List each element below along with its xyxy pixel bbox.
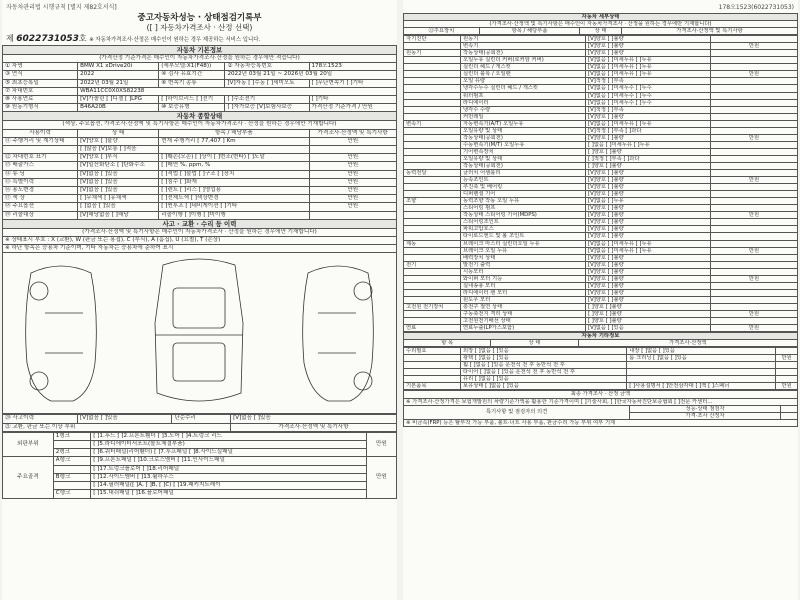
table-row: 연료 연료누출(LP가스포함) [V]없음 [ ]있음 만원 bbox=[404, 325, 798, 332]
detail-status-table bbox=[403, 13, 798, 35]
table-row: 오일유량 및 상태 [V]적정 [ ]부족 [ ]과다 bbox=[404, 127, 798, 134]
table-row: 디퍼렌셜 기어 [V]양호 [ ]불량 bbox=[404, 191, 798, 198]
table-row: 워터펌프 [V]없음 [ ]미세누수 [ ]누수 bbox=[404, 92, 798, 99]
table-row: ⑪ 주행거리 및 계기상태 [V]양호 [ ]불량 현재 주행거리 [ 77,407 ] Km 만원 bbox=[3, 137, 397, 145]
table-row: 추진축 및 베어링 [V]양호 [ ]불량 bbox=[404, 184, 798, 191]
final-table bbox=[403, 390, 798, 426]
table-row: 자기진단 원동기 [V]양호 [ ]불량 bbox=[404, 36, 798, 43]
table-row: 외판부위 1랭크 [ ]1.후드 [ ]2.프론트휀더 [ ]3.도어 [ ]4.트렁크 리드 만원 bbox=[3, 432, 397, 440]
table-row: 유리 [ ]없음 [ ]있음 bbox=[404, 376, 798, 383]
table-row: ⑧ 사용연료 [V]가솔린 [ ]디젤 [ ]LPG [ ]하이브리드 [ ]전기 [ ]수소전기 [ ]기타 bbox=[3, 96, 397, 104]
table-row: 라디에이터 팬 모터 [V]양호 [ ]불량 bbox=[404, 289, 798, 296]
table-row: 광택 [ ]없음 [ ]있음 룸 크리닝 [ ]없음 [ ]있음 만원 bbox=[404, 355, 798, 362]
table-row: ⑳ 사고이력 [V]없음 [ ]있음 단순수리 [V]없음 [ ]있음 bbox=[3, 415, 397, 423]
other-col-header: 항 목 상 태 가격조사·산정액 bbox=[404, 340, 798, 347]
table-row: 변속기 [V]양호 [ ]불량 만원 bbox=[404, 43, 798, 50]
table-row: C랭크 [ ]15.대쉬패널 [ ]16.플로어패널 bbox=[3, 490, 397, 498]
table-row: 시동모터 [V]양호 [ ]불량 bbox=[404, 268, 798, 275]
table-row: 스티어링조인트 [V]양호 [ ]불량 bbox=[404, 219, 798, 226]
detail-rows bbox=[403, 35, 798, 332]
frame-label: 주요골격 bbox=[3, 457, 54, 498]
table-row: 등속조인트 [V]양호 [ ]불량 만원 bbox=[404, 177, 798, 184]
table-row: 배력장치 상태 [V]양호 [ ]불량 bbox=[404, 254, 798, 261]
table-row: ⑱ 주요옵션 [ ]없음 [ ]있음 [ ]썬루프 [ ]네비게이션 [ ]기타 만원 bbox=[3, 203, 397, 211]
table-row: ① 차명 BMW X1 xDrive20i (세부모델:X1(F48)) ② 자동차등록번호 178오1523 bbox=[3, 63, 397, 71]
table-row: 수동변속기(M/T) 오일누유 [ ]없음 [ ]미세누유 [ ]누유 bbox=[404, 141, 798, 148]
table-row: ⑭ 튜 닝 [V]없음 [ ]있음 [ ]적법 [ ]불법 [ ]구조 [ ]장치 만원 bbox=[3, 170, 397, 178]
table-row: ⑬ 배출가스 [V]일산화탄소 [ ]탄화수소 [ ]매연 %, ppm, % 만원 bbox=[3, 162, 397, 170]
detail-note: (가격조사·산정액 및 특기사항은 매수인이 자동차가격조사 · 산정을 원하는 경우에만 기재합니다) bbox=[404, 21, 798, 28]
basic-info-table bbox=[2, 45, 397, 253]
table-row: ⑮ 특별이력 [V]없음 [ ]있음 [ ]침수 [ ]화재 만원 bbox=[3, 178, 397, 186]
car-outline-svg bbox=[3, 253, 396, 413]
right-page bbox=[403, 0, 798, 600]
car-diagram bbox=[2, 253, 397, 414]
table-row: 작동상태 스티어링 기어(MDPS) [V]양호 [ ]불량 만원 bbox=[404, 212, 798, 219]
record-note: ※ 자동차가격조사·산정은 매수인이 원하는 경우 제공하는 서비스 입니다. bbox=[89, 37, 261, 43]
status-col-header: 사용이력 상 태 항목 / 해당부품 가격조사·산정액 및 특기사항 bbox=[3, 129, 397, 137]
car-top-view bbox=[155, 259, 243, 401]
table-row: [ ]14.필러패널([ ]A, [ ]B, [ ]C) [ ]19.패키지트레이 bbox=[3, 482, 397, 490]
accident-table bbox=[2, 414, 397, 431]
outer-panel-table bbox=[2, 432, 397, 499]
other-header: 자동차 기타정보 bbox=[404, 333, 798, 340]
table-row: 기본품목 보유상태 [ ]없음 [ ]있음 [ ]사용설명서 [ ]안전삼각대 [ ]잭 [ ]스패너 만원 bbox=[404, 383, 798, 390]
table-row: [ ]많음 [V]보통 [ ]적음 bbox=[3, 146, 397, 154]
table-row: 제동 브레이크 마스터 실린더오일 누유 [V]없음 [ ]미세누유 [ ]누유 bbox=[404, 240, 798, 247]
table-row: 타이어 [ ]없음 [ ]있음 운전석 전 후 동반석 전 후 bbox=[404, 369, 798, 376]
table-row: 브레이크 오일 누유 [V]없음 [ ]미세누유 [ ]누유 만원 bbox=[404, 247, 798, 254]
table-row: 냉각수 수량 [V]적정 [ ]부족 bbox=[404, 106, 798, 113]
status-note: (색상, 주요옵션, 가격조사·산정액 및 특기사항은 매수인이 자동차가격조사 · 산정을 원하는 경우에만 기재합니다) bbox=[3, 121, 397, 129]
right-page-reference: 178오1523(6022731053) bbox=[718, 4, 794, 11]
table-row: 실린더 블록 / 오일팬 [V]없음 [ ]미세누유 [ ]누유 만원 bbox=[404, 71, 798, 78]
left-page bbox=[2, 0, 397, 600]
basic-info-header: 자동차 기본정보 bbox=[3, 46, 397, 55]
status-header: 자동차 종합상태 bbox=[3, 112, 397, 121]
table-row: ㉑ 교환, 판금 또는 이상 부위 가격조사·산정액 및 특기사항 bbox=[3, 423, 397, 431]
table-row: 조향 동력조향 작동 오일 누유 [V]없음 [ ]누유 bbox=[404, 198, 798, 205]
table-row: [ ]5.라디에이터서포트(볼트체결부품) bbox=[3, 441, 397, 449]
table-row: ⑰ 색 상 [ ]무채색 [ ]유채색 [ ]전체도색 [ ]색상변경 만원 bbox=[3, 195, 397, 203]
table-row: 고전원 전기장치 충전구 절연 상태 [ ]양호 [ ]불량 bbox=[404, 303, 798, 310]
car-right-side bbox=[303, 266, 374, 401]
table-row: 2랭크 [ ]6.쿼터패널(리어휀더) [ ]7.루프패널 [ ]8.사이드실패널 bbox=[3, 449, 397, 457]
table-row: [ ]17.트렁크플로어 [ ]18.리어패널 bbox=[3, 465, 397, 473]
form-subtitle: ([ ] 자동차가격조사 · 산정 선택) bbox=[146, 23, 253, 32]
table-row: 주요골격 A랭크 [ ]9.프론트패널 [ ]10.크로스멤버 [ ]11.인사이드패널 만원 bbox=[3, 457, 397, 465]
final-price-note: ※ 가격조사·산정가격은 보험개발원의 차량기준가액을 활용한 기준가격이며 [ ]기술사회, [ ]한국자동차진단보증협회 [ ]전문 카센터... bbox=[404, 398, 798, 405]
form-reference: 자동차관리법 시행규칙 [별지 제82호서식] bbox=[6, 4, 117, 11]
table-row: B랭크 [ ]12.사이드멤버 [ ]13.휠하우스 bbox=[3, 473, 397, 481]
table-row: 전기 발전기 출력 [V]양호 [ ]불량 bbox=[404, 261, 798, 268]
table-row: 작동상태(공회전) [ ]양호 [ ]불량 bbox=[404, 162, 798, 169]
table-row: 스티어링 펌프 [V]양호 [ ]불량 bbox=[404, 205, 798, 212]
table-row: 오일유량 및 상태 [ ]적정 [ ]부족 [ ]과다 bbox=[404, 155, 798, 162]
accident-header: 사고 · 교환 · 수리 등 이력 bbox=[3, 219, 397, 228]
table-row: ⑯ 용도변경 [V]없음 [ ]있음 [ ]렌트 [ ]리스 [ ]영업용 만원 bbox=[3, 187, 397, 195]
form-title: 중고자동차성능 · 상태점검기록부 bbox=[137, 13, 262, 23]
table-row: 타이로드엔드 및 볼 조인트 [V]양호 [ ]불량 bbox=[404, 233, 798, 240]
table-row: 윈도우 모터 [V]양호 [ ]불량 bbox=[404, 296, 798, 303]
table-row: 변속기 자동변속기(A/T) 오일누유 [V]없음 [ ]미세누유 [ ]누유 bbox=[404, 120, 798, 127]
table-row: 원동기 작동상태(공회전) [V]양호 [ ]불량 bbox=[404, 50, 798, 57]
special-note: ※ 비금속(FRP) 등은 탈부착 가능 부품, 볼트·너트 사용 부품, 판금수리 가능 부위 여부 기재 bbox=[404, 419, 798, 426]
final-price-label: 최종 가격조사 · 산정 금액 bbox=[404, 391, 798, 398]
table-row: 와이퍼 모터 기능 [V]양호 [ ]불량 만원 bbox=[404, 275, 798, 282]
table-row: 구동축전지 격리 상태 [ ]양호 [ ]불량 만원 bbox=[404, 310, 798, 317]
wheel-rear-right bbox=[354, 372, 372, 390]
table-row: 수리필요 외장 [ ]없음 [ ]있음 내장 [ ]없음 [ ]있음 bbox=[404, 348, 798, 355]
table-row: 실린더 헤드 / 개스킷 [V]없음 [ ]미세누유 [ ]누유 bbox=[404, 64, 798, 71]
appraiser-label: 가격·조사 산정자 bbox=[630, 412, 781, 419]
table-row: ⑤ 최초등록일 2022년 03월 21일 ⑥ 변속기 종류 [V]자동 [ ]수동 [ ]세미오토 [ ]무단변속기 [ ]기타 bbox=[3, 79, 397, 87]
outer-panel-label: 외판부위 bbox=[3, 432, 54, 457]
basic-info-note: (가격산정 기준가격은 매수인이 자동차가격조사·산정을 원하는 경우에만 적습니다) bbox=[3, 55, 397, 63]
inspector-label: 성능·상태 점검자 bbox=[630, 405, 781, 412]
table-row: 냉각수누수 실린더 헤드 / 개스킷 [V]없음 [ ]미세누수 [ ]누수 bbox=[404, 85, 798, 92]
table-row: 실내송풍 모터 [V]양호 [ ]불량 bbox=[404, 282, 798, 289]
symbol-legend: ※ 상태표시 부호 : X (교환), W (판금 또는 용접), C (부식), A (흠집), U (요철), T (손상) bbox=[3, 237, 397, 245]
special-notes-label: 특기사항 및 점검자의 의견 bbox=[404, 405, 630, 419]
wheel-front-left bbox=[30, 282, 48, 300]
table-row: ③ 연식 2022 ④ 검사 유효기간 2022년 03월 21일 ~ 2026년 03월 20일 bbox=[3, 71, 397, 79]
other-rows bbox=[403, 347, 798, 390]
table-row: 오일누유 실린더 커버(로커암 커버) [V]없음 [ ]미세누유 [ ]누유 bbox=[404, 57, 798, 64]
passenger-car-note: ※ 하단 항목은 승용차 기준이며, 기타 자동차는 승용차에 준하여 표시 bbox=[3, 245, 397, 253]
wheel-front-right bbox=[354, 282, 372, 300]
table-row: ⑦ 차대번호 WBA11CC0X0XS82238 bbox=[3, 87, 397, 95]
table-row: 작동상태(공회전) [V]양호 [ ]불량 만원 bbox=[404, 134, 798, 141]
car-left-side bbox=[26, 266, 97, 401]
table-row: ⑫ 차대번호 표기 [V]양호 [ ]부식 [ ]훼손(오손) [ ]상이 [ ]변조(변타) [ ]도말 만원 bbox=[3, 154, 397, 162]
other-info-table bbox=[403, 332, 798, 347]
detail-col-header: ㉒주요장치 항목 / 해당부품 상 태 가격조사·산정액 및 특기사항 bbox=[404, 28, 798, 35]
table-row: 오일 유량 [V]적정 [ ]부족 bbox=[404, 78, 798, 85]
table-row: 기어변속장치 [ ]양호 [ ]불량 bbox=[404, 148, 798, 155]
table-row: 파워고압호스 [V]양호 [ ]불량 bbox=[404, 226, 798, 233]
table-row: 동력전달 클러치 어셈블리 [V]양호 [ ]불량 bbox=[404, 170, 798, 177]
table-row: 라디에이터 [V]없음 [ ]미세누수 [ ]누수 bbox=[404, 99, 798, 106]
table-row bbox=[404, 405, 798, 412]
table-row: 휠 [ ]없음 [ ]있음 운전석 전 후 동반석 전 후 bbox=[404, 362, 798, 369]
detail-header: 자동차 세부상태 bbox=[404, 14, 798, 21]
table-row: 커먼레일 [V]양호 [ ]불량 bbox=[404, 113, 798, 120]
record-number: 6022731053 bbox=[16, 34, 79, 44]
record-number-line: 제 6022731053호 ※ 자동차가격조사·산정은 매수인이 원하는 경우 제공하는 서비스 입니다. bbox=[6, 34, 261, 44]
table-row: 고전원전기배선 상태 [ ]양호 [ ]불량 bbox=[404, 318, 798, 325]
table-row: ⑨ 원동기형식 B46A20B ⑩ 보증유형 [ ]자가보증 [V]보험사보증 가격산정 기준가격 / 만원 bbox=[3, 104, 397, 112]
table-row: ⑲ 리콜대상 [V]해당없음 [ ]해당 리콜이행 [ ]이행 [ ]미이행 bbox=[3, 211, 397, 219]
accident-note: (가격조사·산정액 및 특기사항은 매수인이 자동차가격조사 · 산정을 원하는 경우에만 기재합니다) bbox=[3, 228, 397, 236]
